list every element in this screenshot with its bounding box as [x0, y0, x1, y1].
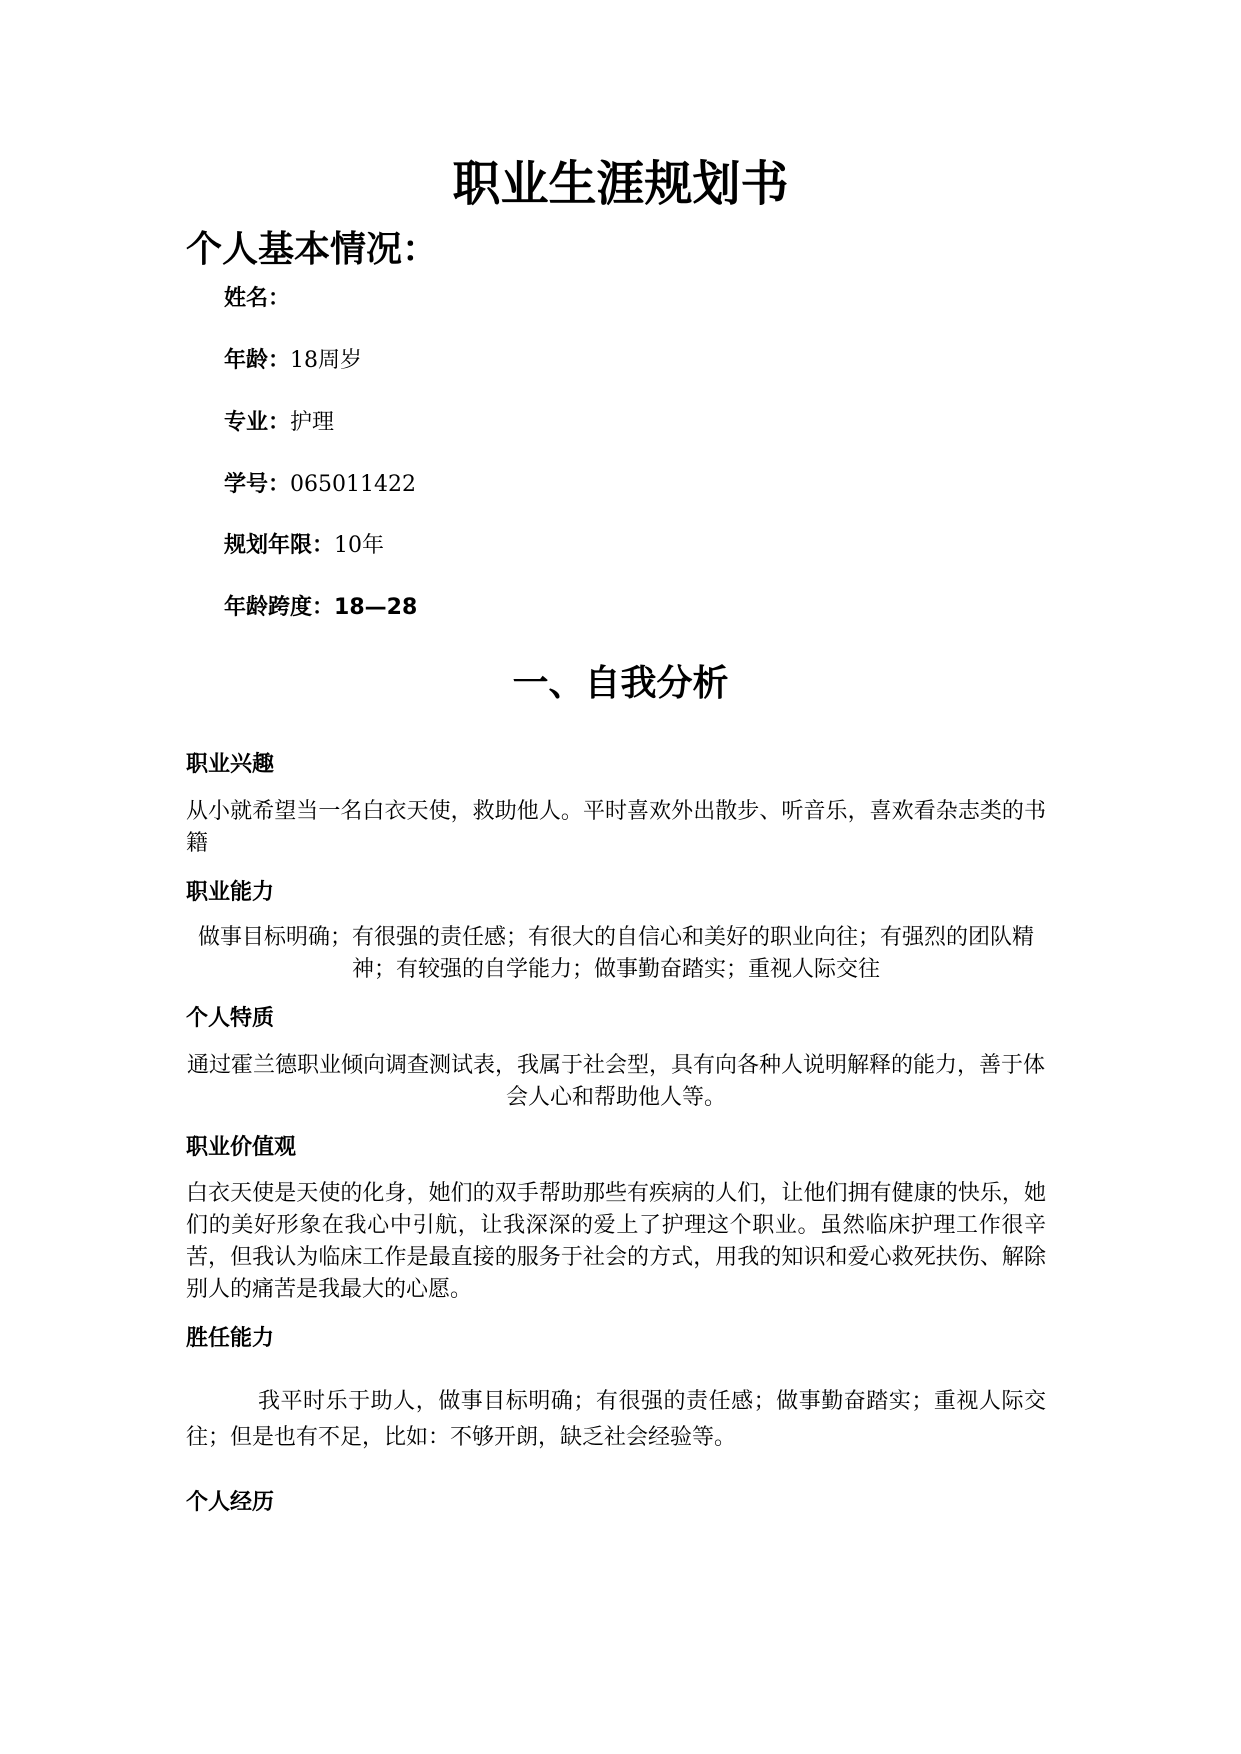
info-row-age — [224, 346, 362, 376]
info-row-major — [224, 408, 334, 438]
info-row-name — [224, 284, 290, 314]
info-row-student-id — [224, 470, 416, 500]
section-title-self-analysis: 一、自我分析 — [512, 663, 729, 704]
info-row-age-span — [224, 593, 417, 623]
paragraph-traits: 通过霍兰德职业倾向调查测试表，我属于社会型，具有向各种人说明解释的能力，善于体会人心和帮助他人等。 — [186, 1053, 1045, 1110]
info-label: 学号： — [224, 472, 291, 497]
subheading-ability: 职业能力 — [186, 880, 275, 905]
info-value: 18—28 — [334, 595, 418, 620]
subheading-interest: 职业兴趣 — [186, 752, 275, 777]
info-row-plan-years — [224, 531, 384, 561]
info-label: 年龄跨度： — [224, 595, 335, 620]
info-value: 护理 — [290, 410, 335, 435]
info-label: 规划年限： — [224, 533, 335, 558]
paragraph-competence: 我平时乐于助人，做事目标明确；有很强的责任感；做事勤奋踏实；重视人际交往；但是也有不足，比如：不够开朗，缺乏社会经验等。 — [186, 1389, 1046, 1450]
subheading-values: 职业价值观 — [186, 1135, 297, 1160]
info-label: 专业： — [224, 410, 291, 435]
info-value: 10年 — [334, 533, 385, 558]
info-label: 姓名： — [224, 286, 291, 311]
subheading-traits: 个人特质 — [186, 1006, 275, 1031]
info-value: 065011422 — [290, 472, 416, 497]
subheading-competence: 胜任能力 — [186, 1326, 275, 1351]
paragraph-values: 白衣天使是天使的化身，她们的双手帮助那些有疾病的人们，让他们拥有健康的快乐，她们的美好形象在我心中引航，让我深深的爱上了护理这个职业。虽然临床护理工作很辛苦，但我认为临床工作是最直接的服务于社会的方式，用我的知识和爱心救死扶伤、解除别人的痛苦是我最大的心愿。 — [186, 1181, 1046, 1302]
info-label: 年龄： — [224, 348, 291, 373]
info-value: 18周岁 — [290, 348, 363, 373]
basic-info-heading: 个人基本情况： — [186, 229, 439, 270]
paragraph-interest: 从小就希望当一名白衣天使，救助他人。平时喜欢外出散步、听音乐，喜欢看杂志类的书籍 — [186, 799, 1046, 856]
paragraph-ability: 做事目标明确；有很强的责任感；有很大的自信心和美好的职业向往；有强烈的团队精神；有较强的自学能力；做事勤奋踏实；重视人际交往 — [197, 925, 1034, 982]
document-title: 职业生涯规划书 — [452, 156, 789, 212]
subheading-experience: 个人经历 — [186, 1490, 275, 1515]
